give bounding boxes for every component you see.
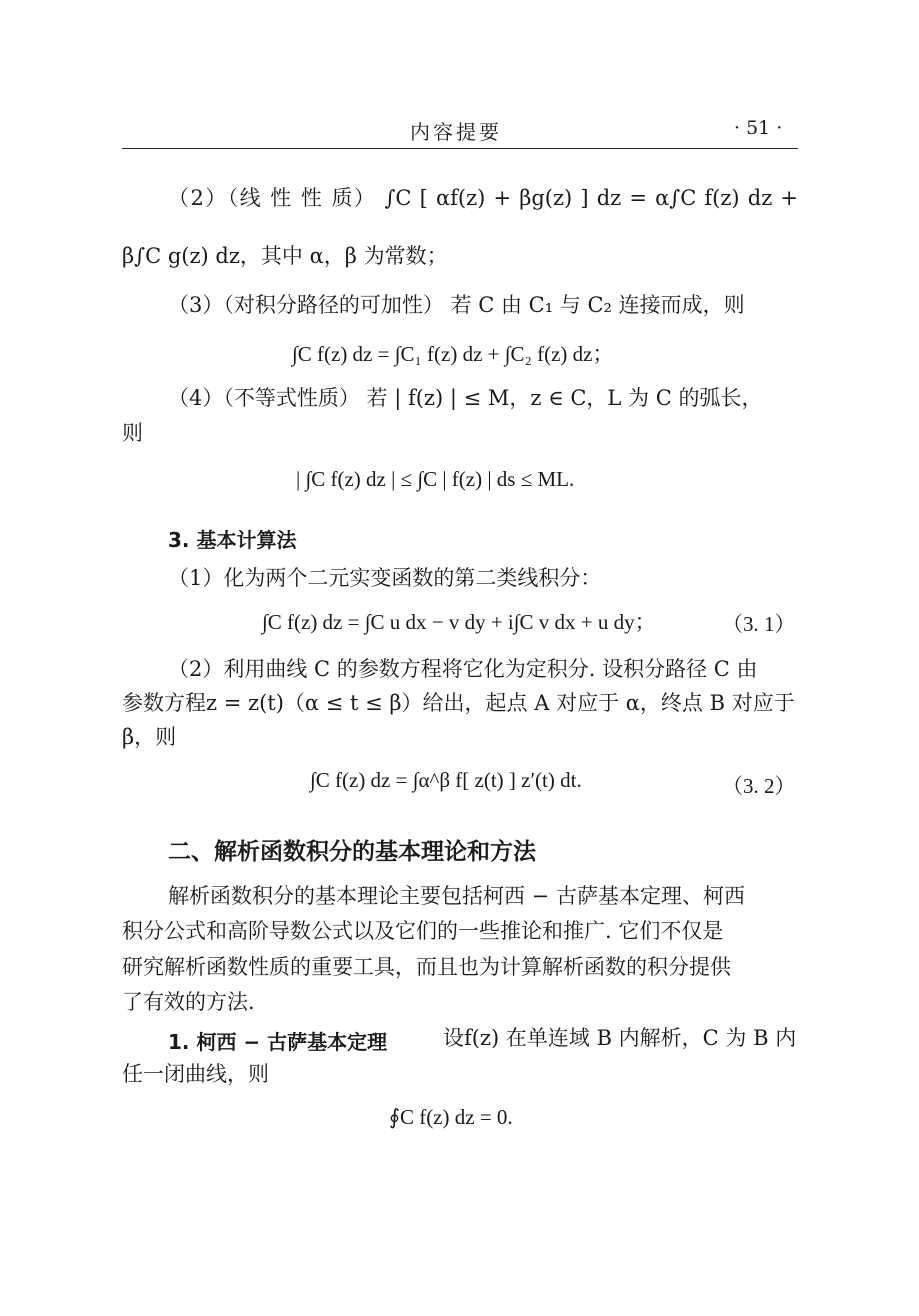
equation-3-2-label: （3. 2） xyxy=(722,774,796,798)
equation-3-2: ∫C f(z) dz = ∫α^β f[ z(t) ] z′(t) dt. xyxy=(310,768,582,792)
theorem-title: 1. 柯西 − 古萨基本定理 xyxy=(168,1030,388,1054)
theorem-text-line2: 任一闭曲线，则 xyxy=(122,1062,269,1086)
intro-line2: 积分公式和高阶导数公式以及它们的一些推论和推广. 它们不仅是 xyxy=(122,919,724,943)
property-2-line2: β∫C g(z) dz，其中 α，β 为常数； xyxy=(122,244,448,268)
method-1-text: （1）化为两个二元实变函数的第二类线积分： xyxy=(168,566,602,590)
running-header-title: 内容提要 xyxy=(410,120,502,144)
property-4-formula: | ∫C f(z) dz | ≤ ∫C | f(z) | ds ≤ ML. xyxy=(296,467,575,491)
intro-line3: 研究解析函数性质的重要工具，而且也为计算解析函数的积分提供 xyxy=(122,955,731,979)
page-number: · 51 · xyxy=(734,117,783,139)
equation-3-1: ∫C f(z) dz = ∫C u dx − v dy + i∫C v dx + u dy； xyxy=(262,610,656,634)
method-2-line2: 参数方程z = z(t)（α ≤ t ≤ β）给出，起点 A 对应于 α，终点 B 对应于 xyxy=(122,691,795,715)
method-2-line1: （2）利用曲线 C 的参数方程将它化为定积分. 设积分路径 C 由 xyxy=(168,657,758,681)
header-rule xyxy=(122,148,798,149)
section-2-heading: 二、解析函数积分的基本理论和方法 xyxy=(168,839,536,865)
property-4-line2: 则 xyxy=(122,421,143,445)
property-4-line1: （4）（不等式性质） 若 | f(z) | ≤ M，z ∈ C，L 为 C 的弧长， xyxy=(168,386,763,410)
theorem-text-line1: 设f(z) 在单连域 B 内解析，C 为 B 内 xyxy=(443,1026,797,1050)
method-2-line3: β，则 xyxy=(122,725,177,749)
section-3-heading: 3. 基本计算法 xyxy=(168,528,297,552)
equation-3-1-label: （3. 1） xyxy=(722,612,796,636)
property-2-line1: （2）（线 性 性 质） ∫C [ αf(z) + βg(z) ] dz = α∫C f(z) dz + xyxy=(168,186,798,210)
intro-line1: 解析函数积分的基本理论主要包括柯西 − 古萨基本定理、柯西 xyxy=(168,884,745,908)
theorem-formula: ∮C f(z) dz = 0. xyxy=(389,1105,513,1129)
property-3-line1: （3）（对积分路径的可加性） 若 C 由 C₁ 与 C₂ 连接而成，则 xyxy=(168,293,745,317)
property-3-formula: ∫C f(z) dz = ∫C₁ f(z) dz + ∫C₂ f(z) dz； xyxy=(292,342,614,366)
intro-line4: 了有效的方法. xyxy=(122,990,255,1014)
